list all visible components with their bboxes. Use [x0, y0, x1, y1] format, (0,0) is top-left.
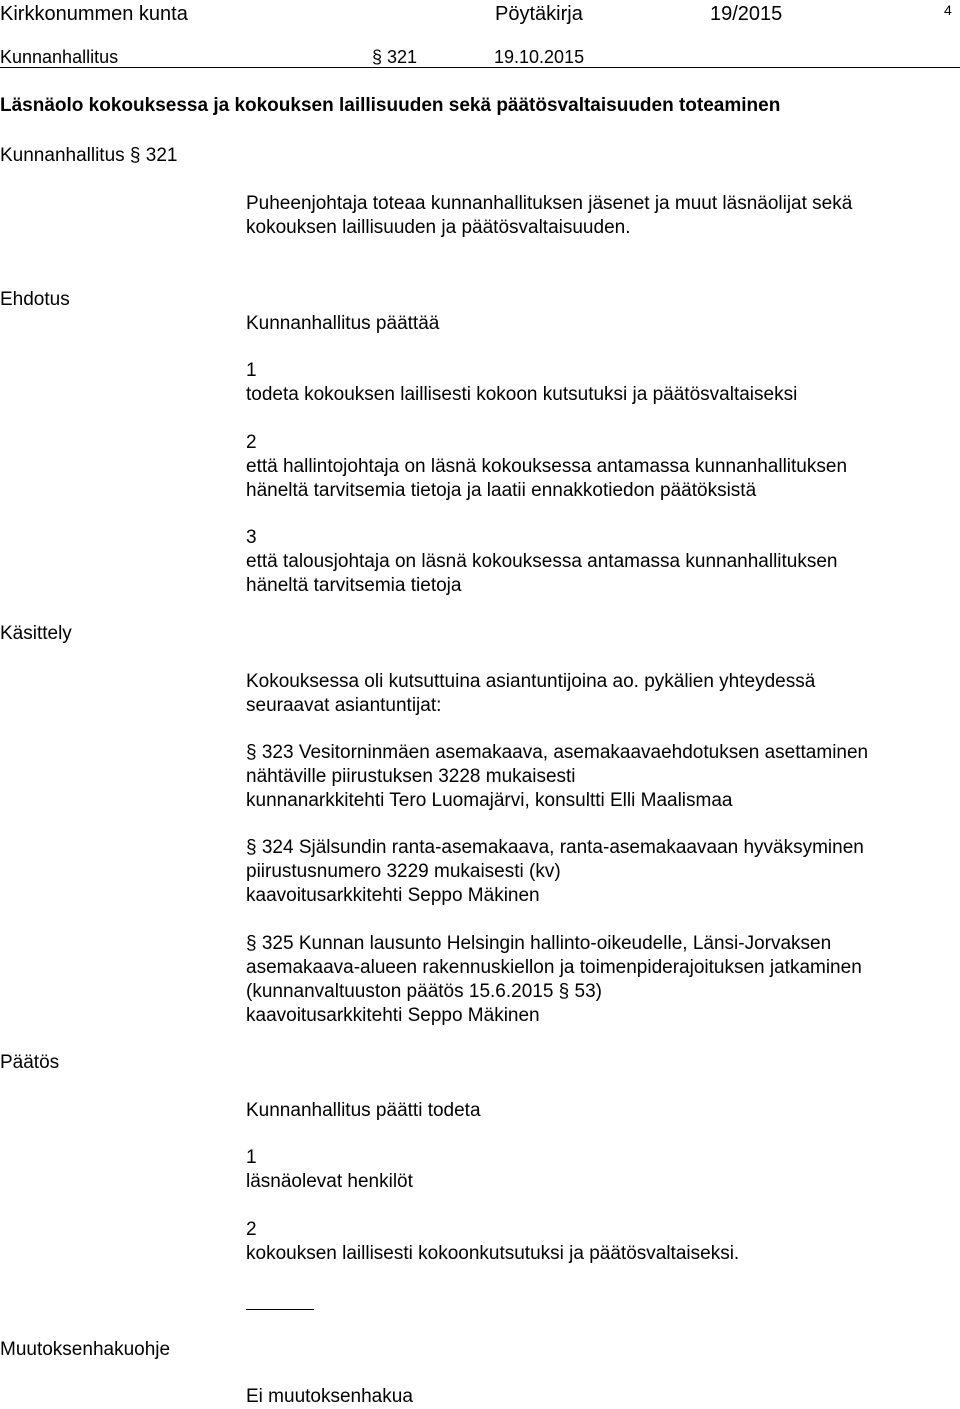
proposal-label: Ehdotus	[0, 289, 70, 310]
processing-intro-line: Kokouksessa oli kutsuttuina asiantuntijoina ao. pykälien yhteydessä	[246, 671, 816, 692]
intro-line: Puheenjohtaja toteaa kunnanhallituksen jäsenet ja muut läsnäolijat sekä	[246, 193, 853, 214]
document-number: 19/2015	[710, 3, 783, 25]
appeal-label: Muutoksenhakuohje	[0, 1339, 171, 1360]
decision-item-number: 1	[246, 1147, 257, 1168]
proposal-item-line: että hallintojohtaja on läsnä kokouksessa antamassa kunnanhallituksen	[246, 456, 848, 477]
expert-item-line: kunnanarkkitehti Tero Luomajärvi, konsultti Elli Maalismaa	[246, 790, 733, 811]
appeal-text: Ei muutoksenhakua	[246, 1386, 413, 1407]
proposal-item-line: todeta kokouksen laillisesti kokoon kutsutuksi ja päätösvaltaiseksi	[246, 384, 798, 405]
page-number: 4	[944, 2, 952, 18]
proposal-item-line: häneltä tarvitsemia tietoja ja laatii ennakkotiedon päätöksistä	[246, 480, 757, 501]
decision-item-line: läsnäolevat henkilöt	[246, 1171, 413, 1192]
expert-item-line: piirustusnumero 3229 mukaisesti (kv)	[246, 861, 561, 882]
header-divider	[0, 67, 960, 68]
processing-intro-line: seuraavat asiantuntijat:	[246, 695, 442, 716]
expert-item-line: § 325 Kunnan lausunto Helsingin hallinto-oikeudelle, Länsi-Jorvaksen	[246, 933, 832, 954]
expert-item-line: § 323 Vesitorninmäen asemakaava, asemakaavaehdotuksen asettaminen	[246, 742, 869, 763]
expert-item-line: asemakaava-alueen rakennuskiellon ja toimenpiderajoituksen jatkaminen	[246, 957, 862, 978]
intro-line: kokouksen laillisuuden ja päätösvaltaisuuden.	[246, 217, 631, 238]
proposal-item-number: 3	[246, 527, 257, 548]
expert-item-line: nähtäville piirustuksen 3228 mukaisesti	[246, 766, 576, 787]
expert-item-line: § 324 Själsundin ranta-asemakaava, ranta-asemakaavaan hyväksyminen	[246, 837, 864, 858]
municipality-name: Kirkkonummen kunta	[0, 3, 188, 25]
proposal-item-line: häneltä tarvitsemia tietoja	[246, 575, 462, 596]
proposal-item-number: 2	[246, 432, 257, 453]
decision-lead: Kunnanhallitus päätti todeta	[246, 1100, 481, 1121]
expert-item-line: kaavoitusarkkitehti Seppo Mäkinen	[246, 1005, 540, 1026]
governing-body: Kunnanhallitus	[0, 47, 119, 67]
section-number: § 321	[372, 47, 418, 67]
expert-item-line: (kunnanvaltuuston päätös 15.6.2015 § 53)	[246, 981, 602, 1002]
decision-item-line: kokouksen laillisesti kokoonkutsutuksi ja päätösvaltaiseksi.	[246, 1243, 740, 1264]
decision-label: Päätös	[0, 1052, 60, 1073]
meeting-date: 19.10.2015	[494, 47, 585, 67]
section-separator	[246, 1309, 314, 1310]
expert-item-line: kaavoitusarkkitehti Seppo Mäkinen	[246, 885, 540, 906]
section-reference: Kunnanhallitus § 321	[0, 145, 178, 166]
processing-label: Käsittely	[0, 623, 72, 644]
proposal-item-number: 1	[246, 360, 257, 381]
proposal-item-line: että talousjohtaja on läsnä kokouksessa antamassa kunnanhallituksen	[246, 551, 838, 572]
decision-item-number: 2	[246, 1219, 257, 1240]
document-type: Pöytäkirja	[495, 3, 583, 25]
proposal-lead: Kunnanhallitus päättää	[246, 313, 440, 334]
page-title: Läsnäolo kokouksessa ja kokouksen laillisuuden sekä päätösvaltaisuuden toteaminen	[0, 95, 781, 116]
